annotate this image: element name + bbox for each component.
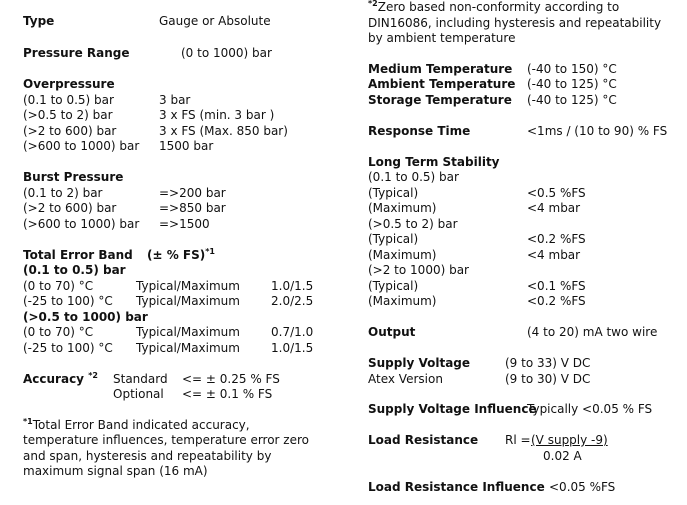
type-value: Gauge or Absolute bbox=[159, 14, 271, 28]
teb-group-range: (>0.5 to 1000) bar bbox=[23, 310, 148, 324]
overpressure-range: (>600 to 1000) bar bbox=[23, 139, 140, 153]
medium-temperature-label: Medium Temperature bbox=[368, 62, 513, 76]
lts-line: (Typical) bbox=[368, 279, 419, 293]
overpressure-range: (0.1 to 0.5) bar bbox=[23, 93, 114, 107]
lts-value: <4 mbar bbox=[527, 248, 581, 262]
atex-version-label: Atex Version bbox=[368, 372, 443, 386]
teb-type: Typical/Maximum bbox=[136, 294, 240, 308]
accuracy-type: Standard bbox=[113, 372, 168, 386]
teb-temp: (0 to 70) °C bbox=[23, 325, 94, 339]
lts-value: <0.5 %FS bbox=[527, 186, 586, 200]
pressure-range-value: (0 to 1000) bar bbox=[181, 46, 272, 60]
lts-value: <0.2 %FS bbox=[527, 232, 586, 246]
overpressure-range: (>2 to 600) bar bbox=[23, 124, 117, 138]
footnote2-line: $^{*2}$Zero based non-conformity according to bbox=[368, 0, 620, 14]
footnote1-line: maximum signal span (16 mA) bbox=[23, 464, 208, 478]
lts-line: (>0.5 to 2) bar bbox=[368, 217, 458, 231]
teb-type: Typical/Maximum bbox=[136, 341, 240, 355]
storage-temperature-label: Storage Temperature bbox=[368, 93, 512, 107]
teb-type: Typical/Maximum bbox=[136, 325, 240, 339]
burst-range: (0.1 to 2) bar bbox=[23, 186, 103, 200]
burst-value: =>200 bar bbox=[159, 186, 226, 200]
overpressure-value: 1500 bar bbox=[159, 139, 214, 153]
load-resistance-influence-value: <0.05 %FS bbox=[549, 480, 616, 494]
lts-value: <4 mbar bbox=[527, 201, 581, 215]
teb-value: 1.0/1.5 bbox=[271, 341, 314, 355]
footnote2-line: DIN16086, including hysteresis and repeatability bbox=[368, 16, 662, 30]
medium-temperature-value: (-40 to 150) °C bbox=[527, 62, 617, 76]
load-resistance-denominator: 0.02 A bbox=[543, 449, 582, 463]
burst-value: =>850 bar bbox=[159, 201, 226, 215]
load-resistance-influence-label: Load Resistance Influence bbox=[368, 480, 545, 494]
pressure-range-label: Pressure Range bbox=[23, 46, 130, 60]
response-time-label: Response Time bbox=[368, 124, 471, 138]
overpressure-value: 3 x FS (Max. 850 bar) bbox=[159, 124, 288, 138]
output-value: (4 to 20) mA two wire bbox=[527, 325, 658, 339]
burst-pressure-title: Burst Pressure bbox=[23, 170, 124, 184]
overpressure-title: Overpressure bbox=[23, 77, 115, 91]
teb-unit: (± % FS)$^{*1}$ bbox=[147, 247, 215, 262]
accuracy-label: Accuracy $^{*2}$ bbox=[23, 371, 98, 386]
teb-temp: (-25 to 100) °C bbox=[23, 341, 113, 355]
teb-value: 1.0/1.5 bbox=[271, 279, 314, 293]
lts-value: <0.1 %FS bbox=[527, 279, 586, 293]
ambient-temperature-label: Ambient Temperature bbox=[368, 77, 516, 91]
output-label: Output bbox=[368, 325, 416, 339]
teb-value: 0.7/1.0 bbox=[271, 325, 314, 339]
teb-title: Total Error Band bbox=[23, 248, 133, 262]
long-term-stability-title: Long Term Stability bbox=[368, 155, 500, 169]
burst-value: =>1500 bbox=[159, 217, 210, 231]
teb-temp: (0 to 70) °C bbox=[23, 279, 94, 293]
accuracy-value: <= ± 0.1 % FS bbox=[182, 387, 273, 401]
lts-line: (>2 to 1000) bar bbox=[368, 263, 469, 277]
supply-voltage-label: Supply Voltage bbox=[368, 356, 471, 370]
ambient-temperature-value: (-40 to 125) °C bbox=[527, 77, 617, 91]
lts-line: (Maximum) bbox=[368, 248, 437, 262]
type-label: Type bbox=[23, 14, 55, 28]
accuracy-type: Optional bbox=[113, 387, 164, 401]
teb-group-range: (0.1 to 0.5) bar bbox=[23, 263, 126, 277]
overpressure-range: (>0.5 to 2) bar bbox=[23, 108, 113, 122]
supply-voltage-value: (9 to 33) V DC bbox=[505, 356, 591, 370]
teb-value: 2.0/2.5 bbox=[271, 294, 314, 308]
accuracy-value: <= ± 0.25 % FS bbox=[182, 372, 280, 386]
footnote1-line: $^{*1}$Total Error Band indicated accuracy, bbox=[23, 417, 250, 432]
overpressure-value: 3 x FS (min. 3 bar ) bbox=[159, 108, 275, 122]
supply-voltage-influence-value: Typically <0.05 % FS bbox=[527, 402, 653, 416]
footnote1-line: and span, hysteresis and repeatability by bbox=[23, 449, 272, 463]
footnote2-line: by ambient temperature bbox=[368, 31, 516, 45]
lts-line: (Maximum) bbox=[368, 201, 437, 215]
lts-line: (Typical) bbox=[368, 232, 419, 246]
atex-version-value: (9 to 30) V DC bbox=[505, 372, 591, 386]
supply-voltage-influence-label: Supply Voltage Influence bbox=[368, 402, 537, 416]
lts-line: (Typical) bbox=[368, 186, 419, 200]
load-resistance-numerator: (V supply -9) bbox=[531, 433, 608, 447]
burst-range: (>2 to 600) bar bbox=[23, 201, 117, 215]
teb-temp: (-25 to 100) °C bbox=[23, 294, 113, 308]
lts-value: <0.2 %FS bbox=[527, 294, 586, 308]
teb-type: Typical/Maximum bbox=[136, 279, 240, 293]
storage-temperature-value: (-40 to 125) °C bbox=[527, 93, 617, 107]
burst-range: (>600 to 1000) bar bbox=[23, 217, 140, 231]
overpressure-value: 3 bar bbox=[159, 93, 191, 107]
response-time-value: <1ms / (10 to 90) % FS bbox=[527, 124, 668, 138]
footnote1-line: temperature influences, temperature error zero bbox=[23, 433, 309, 447]
load-resistance-label: Load Resistance bbox=[368, 433, 479, 447]
load-resistance-formula-lhs: Rl = bbox=[505, 433, 531, 447]
lts-line: (0.1 to 0.5) bar bbox=[368, 170, 459, 184]
lts-line: (Maximum) bbox=[368, 294, 437, 308]
